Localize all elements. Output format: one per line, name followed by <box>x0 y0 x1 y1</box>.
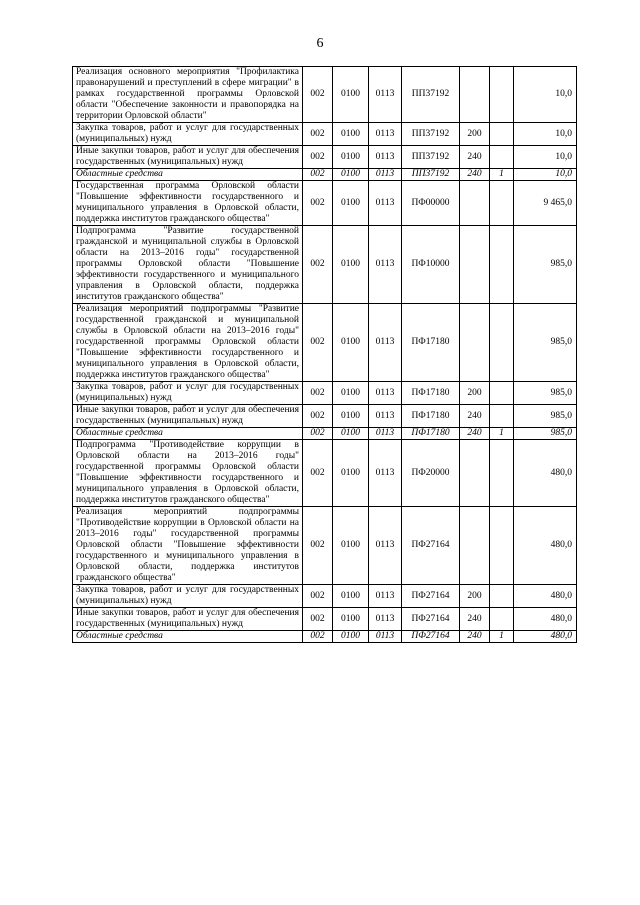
subsection-code: 0113 <box>369 181 402 226</box>
amount: 10,0 <box>514 146 577 169</box>
subsection-code: 0113 <box>369 405 402 428</box>
row-name: Реализация мероприятий подпрограммы "Развитие государственной гражданской и муниципальной службы в Орловской области на 2013–2016 годы" государственной программы Орловской области "Повышение эффективности государственного и муниципального управления в Орловской области, поддержка институтов гражданского общества" <box>73 304 303 382</box>
funding-source-code <box>490 440 514 507</box>
expense-type-code: 240 <box>460 169 490 181</box>
funding-source-code: 1 <box>490 631 514 643</box>
funding-source-code: 1 <box>490 428 514 440</box>
target-article-code: ПП37192 <box>402 146 460 169</box>
section-code: 0100 <box>333 405 369 428</box>
grbs-code: 002 <box>303 507 333 585</box>
table-row <box>73 382 577 405</box>
funding-source-code <box>490 146 514 169</box>
funding-source-code <box>490 405 514 428</box>
amount: 480,0 <box>514 507 577 585</box>
funding-source-code <box>490 67 514 123</box>
row-name: Реализация основного мероприятия "Профилактика правонарушений и преступлений в сфере миграции" в рамках государственной программы Орловской области "Обеспечение законности и правопорядка на территории Орловской области" <box>73 67 303 123</box>
row-name: Областные средства <box>73 169 303 181</box>
grbs-code: 002 <box>303 146 333 169</box>
subsection-code: 0113 <box>369 67 402 123</box>
table-row <box>73 507 577 585</box>
subsection-code: 0113 <box>369 608 402 631</box>
section-code: 0100 <box>333 428 369 440</box>
amount: 9 465,0 <box>514 181 577 226</box>
funding-source-code <box>490 304 514 382</box>
subsection-code: 0113 <box>369 169 402 181</box>
row-name: Иные закупки товаров, работ и услуг для обеспечения государственных (муниципальных) нужд <box>73 146 303 169</box>
table-row <box>73 181 577 226</box>
expense-type-code: 240 <box>460 631 490 643</box>
section-code: 0100 <box>333 181 369 226</box>
subsection-code: 0113 <box>369 382 402 405</box>
funding-source-code <box>490 507 514 585</box>
expense-type-code: 200 <box>460 123 490 146</box>
expense-type-code <box>460 181 490 226</box>
amount: 10,0 <box>514 67 577 123</box>
subsection-code: 0113 <box>369 507 402 585</box>
row-name: Иные закупки товаров, работ и услуг для обеспечения государственных (муниципальных) нужд <box>73 608 303 631</box>
amount: 480,0 <box>514 608 577 631</box>
expense-type-code: 240 <box>460 428 490 440</box>
target-article-code: ПП37192 <box>402 67 460 123</box>
section-code: 0100 <box>333 146 369 169</box>
grbs-code: 002 <box>303 405 333 428</box>
expense-type-code: 240 <box>460 405 490 428</box>
row-name: Закупка товаров, работ и услуг для государственных (муниципальных) нужд <box>73 382 303 405</box>
grbs-code: 002 <box>303 428 333 440</box>
expense-type-code: 240 <box>460 146 490 169</box>
page-number: 6 <box>316 36 324 51</box>
section-code: 0100 <box>333 382 369 405</box>
amount: 10,0 <box>514 169 577 181</box>
section-code: 0100 <box>333 440 369 507</box>
target-article-code: ПФ27164 <box>402 585 460 608</box>
table-row <box>73 226 577 304</box>
grbs-code: 002 <box>303 440 333 507</box>
funding-source-code <box>490 608 514 631</box>
grbs-code: 002 <box>303 226 333 304</box>
subsection-code: 0113 <box>369 585 402 608</box>
subsection-code: 0113 <box>369 440 402 507</box>
table-row <box>73 405 577 428</box>
target-article-code: ПП37192 <box>402 123 460 146</box>
funding-source-code <box>490 382 514 405</box>
amount: 10,0 <box>514 123 577 146</box>
grbs-code: 002 <box>303 169 333 181</box>
row-name: Областные средства <box>73 631 303 643</box>
target-article-code: ПФ20000 <box>402 440 460 507</box>
grbs-code: 002 <box>303 304 333 382</box>
grbs-code: 002 <box>303 181 333 226</box>
row-name: Реализация мероприятий подпрограммы "Противодействие коррупции в Орловской области на 2013–2016 годы" государственной программы Орловской области "Повышение эффективности государственного и муниципального управления в Орловской области, поддержка институтов гражданского общества" <box>73 507 303 585</box>
row-name: Закупка товаров, работ и услуг для государственных (муниципальных) нужд <box>73 123 303 146</box>
funding-source-code <box>490 585 514 608</box>
row-name: Подпрограмма "Противодействие коррупции в Орловской области на 2013–2016 годы" государственной программы Орловской области "Повышение эффективности государственного и муниципального управления в Орловской области, поддержка институтов гражданского общества" <box>73 440 303 507</box>
table-body <box>73 67 577 643</box>
funding-source-code <box>490 226 514 304</box>
expense-type-code <box>460 440 490 507</box>
funding-source-code: 1 <box>490 169 514 181</box>
target-article-code: ПП37192 <box>402 169 460 181</box>
target-article-code: ПФ17180 <box>402 382 460 405</box>
section-code: 0100 <box>333 169 369 181</box>
expense-type-code <box>460 67 490 123</box>
table-row <box>73 440 577 507</box>
target-article-code: ПФ10000 <box>402 226 460 304</box>
target-article-code: ПФ17180 <box>402 304 460 382</box>
section-code: 0100 <box>333 631 369 643</box>
section-code: 0100 <box>333 304 369 382</box>
grbs-code: 002 <box>303 67 333 123</box>
expense-type-code: 200 <box>460 382 490 405</box>
target-article-code: ПФ00000 <box>402 181 460 226</box>
table-row <box>73 67 577 123</box>
table-row <box>73 169 577 181</box>
target-article-code: ПФ27164 <box>402 608 460 631</box>
target-article-code: ПФ27164 <box>402 507 460 585</box>
amount: 985,0 <box>514 428 577 440</box>
subsection-code: 0113 <box>369 428 402 440</box>
row-name: Государственная программа Орловской области "Повышение эффективности государственного и муниципального управления в Орловской области, поддержка институтов гражданского общества" <box>73 181 303 226</box>
grbs-code: 002 <box>303 608 333 631</box>
grbs-code: 002 <box>303 382 333 405</box>
expense-type-code: 200 <box>460 585 490 608</box>
section-code: 0100 <box>333 226 369 304</box>
row-name: Иные закупки товаров, работ и услуг для обеспечения государственных (муниципальных) нужд <box>73 405 303 428</box>
amount: 480,0 <box>514 631 577 643</box>
table-row <box>73 608 577 631</box>
grbs-code: 002 <box>303 631 333 643</box>
section-code: 0100 <box>333 123 369 146</box>
amount: 985,0 <box>514 382 577 405</box>
target-article-code: ПФ27164 <box>402 631 460 643</box>
table-row <box>73 631 577 643</box>
amount: 985,0 <box>514 304 577 382</box>
amount: 985,0 <box>514 226 577 304</box>
section-code: 0100 <box>333 585 369 608</box>
target-article-code: ПФ17180 <box>402 405 460 428</box>
subsection-code: 0113 <box>369 304 402 382</box>
subsection-code: 0113 <box>369 226 402 304</box>
row-name: Закупка товаров, работ и услуг для государственных (муниципальных) нужд <box>73 585 303 608</box>
expense-type-code <box>460 507 490 585</box>
funding-source-code <box>490 123 514 146</box>
section-code: 0100 <box>333 67 369 123</box>
section-code: 0100 <box>333 608 369 631</box>
table-row <box>73 585 577 608</box>
amount: 480,0 <box>514 440 577 507</box>
row-name: Областные средства <box>73 428 303 440</box>
table-row <box>73 146 577 169</box>
target-article-code: ПФ17180 <box>402 428 460 440</box>
row-name: Подпрограмма "Развитие государственной гражданской и муниципальной службы в Орловской области на 2013–2016 годы" государственной программы Орловской области "Повышение эффективности государственного и муниципального управления в Орловской области, поддержка институтов гражданского общества" <box>73 226 303 304</box>
subsection-code: 0113 <box>369 146 402 169</box>
grbs-code: 002 <box>303 123 333 146</box>
funding-source-code <box>490 181 514 226</box>
table-row <box>73 123 577 146</box>
subsection-code: 0113 <box>369 123 402 146</box>
expense-type-code <box>460 226 490 304</box>
section-code: 0100 <box>333 507 369 585</box>
grbs-code: 002 <box>303 585 333 608</box>
expense-type-code <box>460 304 490 382</box>
table-row <box>73 304 577 382</box>
amount: 480,0 <box>514 585 577 608</box>
amount: 985,0 <box>514 405 577 428</box>
subsection-code: 0113 <box>369 631 402 643</box>
budget-table <box>72 66 577 643</box>
expense-type-code: 240 <box>460 608 490 631</box>
table-row <box>73 428 577 440</box>
